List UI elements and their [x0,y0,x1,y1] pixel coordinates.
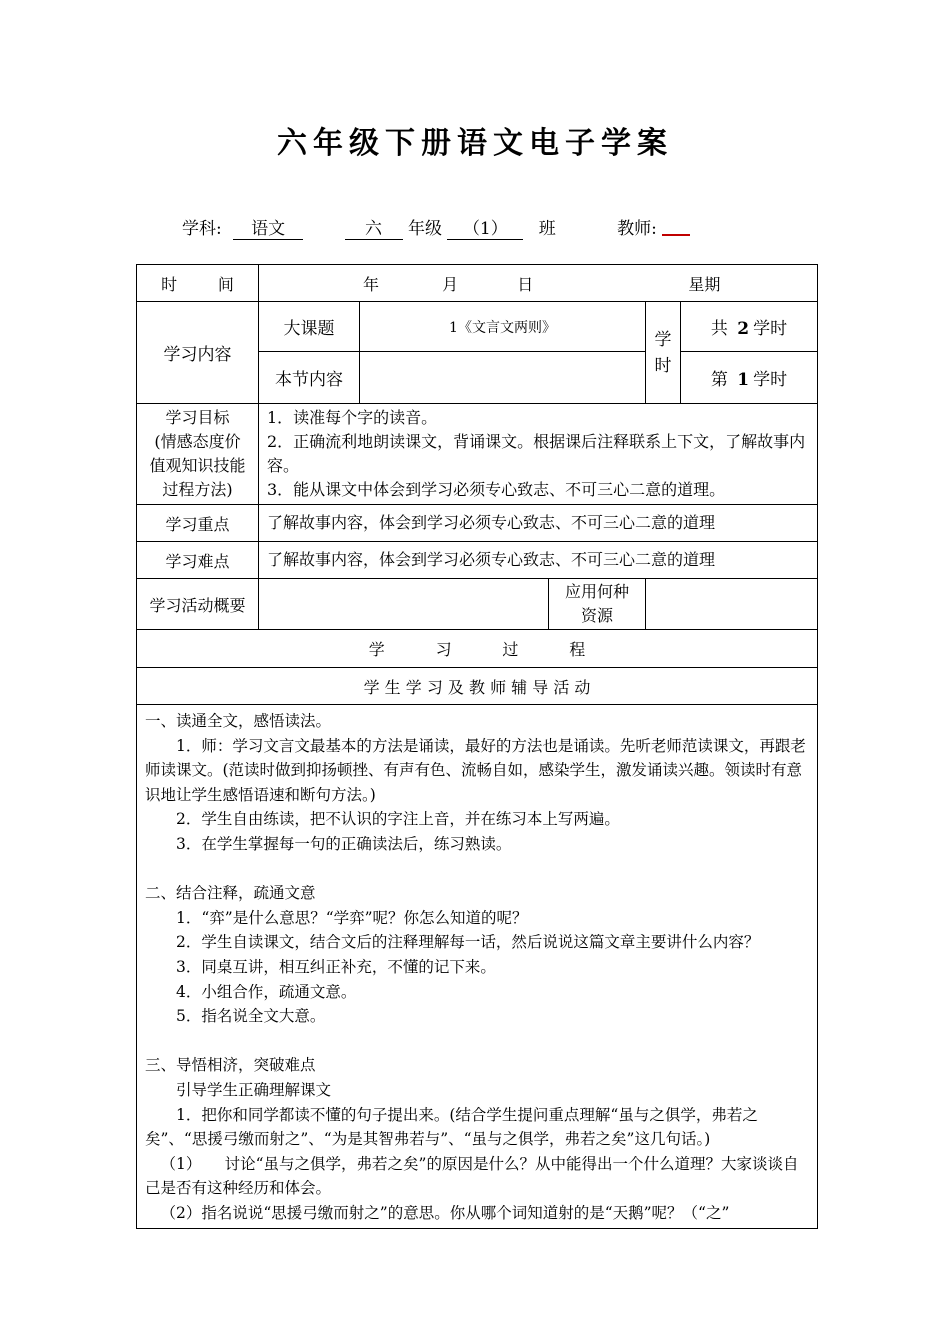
topic-label: 大课题 [259,302,360,352]
header-info [182,214,690,240]
activity-row [137,579,818,630]
difficult-label: 学习难点 [137,542,259,579]
date-cell [259,265,818,302]
weekday-label: 星期 [688,274,721,294]
total-hours-prefix: 共 [710,319,728,339]
activity-value [259,579,549,630]
grade-value: 六 [345,214,403,240]
key-label: 学习重点 [137,505,259,542]
process-content-row [137,705,818,1229]
time-row [137,265,818,302]
goal-item: 2．正确流利地朗读课文，背诵课文。根据课后注释联系上下文，了解故事内容。 [267,432,806,475]
goals-row [137,404,818,505]
current-hours-num: 1 [737,370,750,390]
spacer [145,857,809,882]
goals-label-line: 过程方法) [162,480,233,499]
subject-value: 语文 [233,214,303,240]
total-hours [681,302,818,352]
paragraph: （1） 讨论“虽与之俱学，弗若之矣”的原因是什么？从中能得出一个什么道理？大家谈谈自己是否有这种经历和体会。 [145,1154,799,1198]
time-label: 时 间 [137,265,259,302]
total-hours-num: 2 [737,319,750,339]
paragraph: 1．“弈”是什么意思？“学弈”呢？你怎么知道的呢？ [176,908,528,927]
difficult-row [137,542,818,579]
paragraph: 1．把你和同学都读不懂的句子提出来。(结合学生提问重点理解“虽与之俱学，弗若之矣”、“思援弓缴而射之”、“为是其智弗若与”、“虽与之俱学，弗若之矣”这几句话。) [145,1105,758,1149]
process-header-row [137,630,818,668]
grade-label: 年级 [407,219,442,239]
process-label: 学 习 过 程 [137,630,818,668]
paragraph: 3．在学生掌握每一句的正确读法后，练习熟读。 [176,834,512,853]
goals-label-line: 值观知识技能 [149,456,246,475]
current-hours-suffix: 学时 [753,370,788,390]
month-label: 月 [442,274,459,294]
goal-item: 1．读准每个字的读音。 [267,408,438,427]
section-label: 本节内容 [259,352,360,404]
goal-item: 3．能从课文中体会到学习必须专心致志、不可三心二意的道理。 [267,480,726,499]
resource-label [549,579,646,630]
section-title: 二、结合注释，疏通文意 [145,884,316,903]
resource-label-line: 应用何种 [564,582,629,601]
paragraph: 4．小组合作，疏通文意。 [176,982,357,1001]
content-label: 学习内容 [137,302,259,404]
resource-value [646,579,818,630]
key-value: 了解故事内容，体会到学习必须专心致志、不可三心二意的道理 [259,505,818,542]
day-label: 日 [517,274,534,294]
paragraph: 2．学生自由练读，把不认识的字注上音，并在练习本上写两遍。 [176,810,620,829]
lesson-plan-table [136,264,818,1229]
current-hours [681,352,818,404]
process-content [137,705,818,1229]
activity-header-row [137,668,818,705]
section-value [360,352,646,404]
section-title: 一、读通全文，感悟读法。 [145,712,332,730]
topic-row [137,302,818,352]
paragraph: 1．师：学习文言文最基本的方法是诵读，最好的方法也是诵读。先听老师范读课文，再跟老师读课文。(范读时做到抑扬顿挫、有声有色、流畅自如，感染学生，激发诵读兴趣。领读时有意识地让学生感悟语速和断句方法。) [145,736,806,804]
spacer [145,1029,809,1054]
page-title: 六年级下册语文电子学案 [277,126,673,161]
current-hours-prefix: 第 [710,370,728,390]
topic-value: 1《文言文两则》 [360,302,646,352]
class-value: （1） [447,214,523,240]
subject-label: 学科: [182,219,222,239]
paragraph: 2．学生自读课文，结合文后的注释理解每一话，然后说说这篇文章主要讲什么内容？ [176,933,760,952]
goals-label-line: 学习目标 [165,408,230,427]
hours-label: 学时 [646,302,681,404]
activity-header: 学 生 学 习 及 教 师 辅 导 活 动 [137,668,818,705]
class-label: 班 [538,219,556,239]
teacher-label: 教师: [617,219,657,239]
teacher-value-blank [662,216,690,236]
goals-label [137,404,259,505]
key-row [137,505,818,542]
resource-label-line: 资源 [580,606,613,625]
total-hours-suffix: 学时 [753,319,788,339]
year-label: 年 [363,274,380,294]
goals-label-line: (情感态度价 [154,432,241,451]
paragraph: （2）指名说说“思援弓缴而射之”的意思。你从哪个词知道射的是“天鹅”呢？（“之” [160,1203,730,1222]
difficult-value: 了解故事内容，体会到学习必须专心致志、不可三心二意的道理 [259,542,818,579]
goals-list [259,404,818,505]
paragraph: 引导学生正确理解课文 [176,1080,332,1099]
activity-label: 学习活动概要 [137,579,259,630]
paragraph: 3．同桌互讲，相互纠正补充，不懂的记下来。 [176,957,496,976]
paragraph: 5．指名说全文大意。 [176,1007,326,1026]
section-title: 三、导悟相济，突破难点 [145,1056,316,1075]
